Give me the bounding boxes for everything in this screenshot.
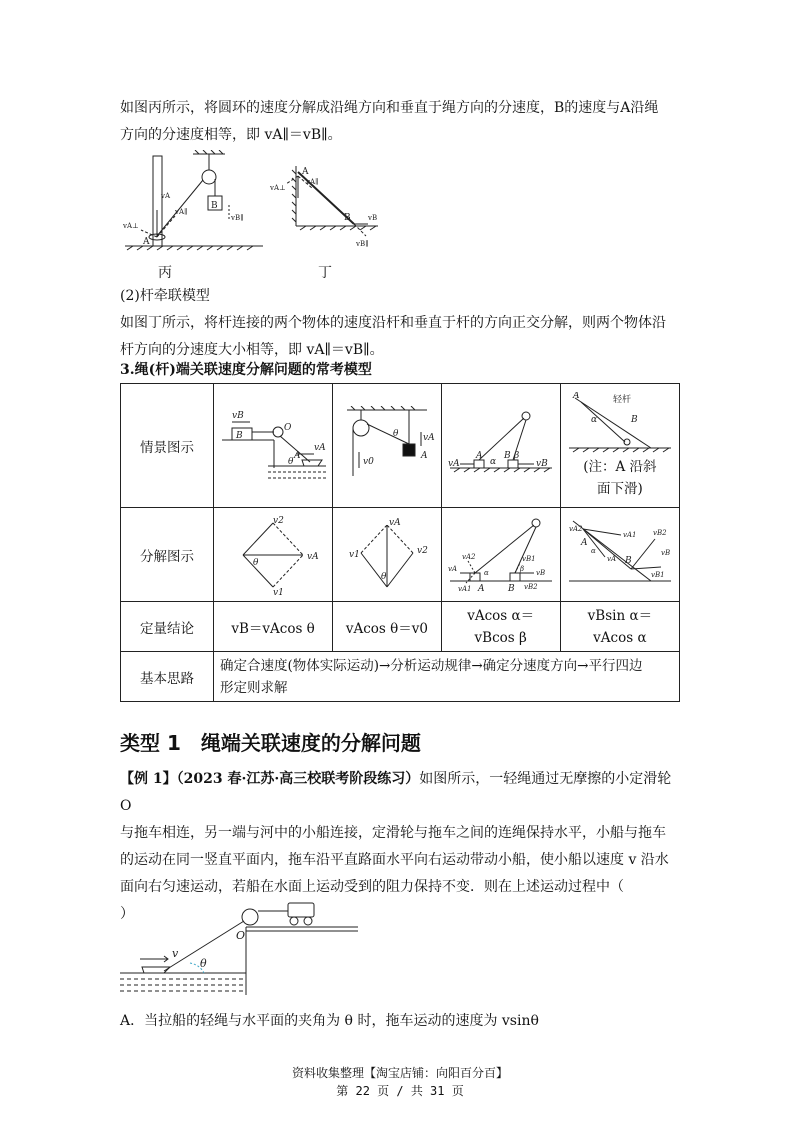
section3-title: 3.绳(杆)端关联速度分解问题的常考模型 xyxy=(120,362,372,378)
scene3-label-alpha: α xyxy=(489,456,496,467)
example-figure-label-theta: θ xyxy=(200,957,207,970)
row-header-result: 定量结论 xyxy=(121,602,214,652)
bing-label-vb-par: vB∥ xyxy=(231,214,244,222)
rod-model-line-2: 杆方向的分速度大小相等，即 vA∥＝vB∥。 xyxy=(120,342,384,358)
decomp1-label-va: vA xyxy=(307,551,319,562)
row-header-scene: 情景图示 xyxy=(121,384,214,508)
decomp4-label-vb2: vB2 xyxy=(652,528,667,537)
scene1-label-o: O xyxy=(284,422,292,433)
decomp4-label-vb: vB xyxy=(660,548,670,557)
rod-model-paragraph xyxy=(120,283,680,364)
idea-cell xyxy=(214,652,680,702)
decomp1-label-v1: v1 xyxy=(273,587,284,595)
bing-label-a: A xyxy=(143,237,150,247)
intro-line-2: 方向的分速度相等，即 vA∥＝vB∥。 xyxy=(120,127,342,143)
decomp3-label-a: A xyxy=(477,583,485,594)
scene2-label-v0: v0 xyxy=(362,456,374,467)
ding-label-b: B xyxy=(344,213,351,223)
scene3-label-a: A xyxy=(475,450,483,461)
scene1-label-vb: vB xyxy=(232,410,244,421)
scene-diagram-3 xyxy=(446,406,556,486)
decomp3-label-va: vA xyxy=(447,564,457,573)
decomp3-label-b: B xyxy=(507,583,515,594)
decomp-cell-3 xyxy=(441,508,560,602)
example-line1-rest: 如图所示，一轻绳通过无摩擦的小定滑轮 O xyxy=(120,771,672,814)
decomp-diagram-2 xyxy=(337,515,437,595)
result4-line-2: vAcos α xyxy=(593,629,647,646)
scene3-label-b: B xyxy=(503,450,511,461)
type1-heading: 类型 1 绳端关联速度的分解问题 xyxy=(120,731,421,755)
model-table xyxy=(120,383,680,702)
scene-cell-2 xyxy=(333,384,441,508)
caption-bing: 丙 xyxy=(158,265,172,281)
decomp2-label-theta: θ xyxy=(380,571,387,582)
result-cell-3 xyxy=(441,602,560,652)
example-line-5: ） xyxy=(120,906,134,922)
result3-line-1: vAcos α＝ xyxy=(467,607,535,624)
scene2-label-a: A xyxy=(420,450,428,461)
decomp1-label-v2: v2 xyxy=(273,515,284,526)
decomp-cell-2 xyxy=(333,508,441,602)
table-row-decomp xyxy=(121,508,680,602)
scene4-label-rod: 轻杆 xyxy=(612,394,631,405)
intro-line-1: 如图丙所示，将圆环的速度分解成沿绳方向和垂直于绳方向的分速度，B的速度与A沿绳 xyxy=(120,100,659,116)
decomp-cell-1 xyxy=(214,508,333,602)
ding-label-va-par: vA∥ xyxy=(306,178,319,186)
decomp3-label-va2: vA2 xyxy=(461,552,476,561)
scene1-label-theta: θ xyxy=(288,456,294,467)
example-source: （2023 春·江苏·高三校联考阶段练习） xyxy=(176,771,420,787)
decomp3-label-vb1: vB1 xyxy=(521,554,536,563)
decomp4-label-alpha: α xyxy=(590,546,596,555)
figure-bing xyxy=(115,150,265,260)
ding-label-va-perp: vA⊥ xyxy=(270,184,286,192)
scene3-label-beta: β xyxy=(513,450,519,461)
ding-label-vb: vB xyxy=(368,214,378,222)
option-a: A．当拉船的轻绳与水平面的夹角为 θ 时，拖车运动的速度为 vsinθ xyxy=(120,1013,539,1029)
bing-label-b: B xyxy=(211,201,218,211)
example-line-1 xyxy=(120,766,680,820)
figure-ding xyxy=(268,162,388,252)
result3-line-2: vBcos β xyxy=(474,629,527,646)
decomp1-label-theta: θ xyxy=(253,557,259,568)
decomp4-label-va: vA xyxy=(606,554,616,563)
decomp4-label-vb1: vB1 xyxy=(650,570,665,579)
scene1-label-a: A xyxy=(294,450,301,461)
decomp4-label-va2: vA2 xyxy=(568,524,583,533)
result-cell-4 xyxy=(560,602,679,652)
scene-diagram-4 xyxy=(565,392,675,456)
scene2-label-va: vA xyxy=(422,432,435,443)
decomp-diagram-1 xyxy=(223,515,323,595)
bing-label-va-par: vA∥ xyxy=(175,208,188,216)
decomp3-label-vb2: vB2 xyxy=(523,582,538,591)
rod-model-line-1: 如图丁所示，将杆连接的两个物体的速度沿杆和垂直于杆的方向正交分解，则两个物体沿 xyxy=(120,315,666,331)
scene3-label-va: vA xyxy=(447,458,460,469)
result-cell-2: vAcos θ＝v0 xyxy=(333,602,441,652)
row-header-decomp: 分解图示 xyxy=(121,508,214,602)
scene4-note-line-1: (注：A 沿斜 xyxy=(583,458,657,475)
scene2-label-theta: θ xyxy=(392,428,399,439)
bing-label-va: vA xyxy=(161,192,171,200)
decomp3-label-vb: vB xyxy=(535,568,545,577)
example-figure xyxy=(118,895,368,1005)
example-figure-label-o: O xyxy=(236,929,246,942)
scene-cell-4 xyxy=(560,384,679,508)
decomp4-label-va1: vA1 xyxy=(622,530,637,539)
result4-line-1: vBsin α＝ xyxy=(587,607,653,624)
decomp2-label-va: vA xyxy=(388,517,401,528)
scene-diagram-2 xyxy=(337,406,437,486)
decomp2-label-v1: v1 xyxy=(348,549,360,560)
decomp-cell-4 xyxy=(560,508,679,602)
decomp3-label-va1: vA1 xyxy=(457,584,472,593)
scene1-label-b: B xyxy=(236,430,243,441)
decomp3-label-beta: β xyxy=(519,564,524,573)
scene-diagram-1 xyxy=(218,406,328,486)
table-row-scene xyxy=(121,384,680,508)
row-header-idea: 基本思路 xyxy=(121,652,214,702)
idea-line-1: 确定合速度(物体实际运动)→分析运动规律→确定分速度方向→平行四边 xyxy=(220,657,643,674)
decomp4-label-a: A xyxy=(580,537,588,548)
scene-cell-1 xyxy=(214,384,333,508)
example-line-2: 与拖车相连，另一端与河中的小船连接，定滑轮与拖车之间的连绳保持水平，小船与拖车 xyxy=(120,825,666,841)
example-line-3: 的运动在同一竖直平面内，拖车沿平直路面水平向右运动带动小船，使小船以速度 v 沿水 xyxy=(120,852,669,868)
intro-paragraph xyxy=(120,95,680,149)
idea-line-2: 形定则求解 xyxy=(220,679,288,696)
scene3-label-vb: vB xyxy=(535,458,548,469)
ding-label-vb-par: vB∥ xyxy=(356,240,369,248)
decomp-diagram-3 xyxy=(446,515,556,595)
scene4-label-b: B xyxy=(630,414,638,425)
scene4-label-a: A xyxy=(572,391,580,401)
decomp3-label-alpha: α xyxy=(483,568,489,577)
table-row-result xyxy=(121,602,680,652)
rod-model-title: (2)杆牵联模型 xyxy=(120,288,210,304)
decomp2-label-v2: v2 xyxy=(416,545,428,556)
ding-label-a: A xyxy=(302,167,309,177)
table-row-idea xyxy=(121,652,680,702)
result-cell-1: vB＝vAcos θ xyxy=(214,602,333,652)
example-line-4: 面向右匀速运动，若船在水面上运动受到的阻力保持不变．则在上述运动过程中（ xyxy=(120,879,624,895)
scene1-label-va: vA xyxy=(314,442,326,453)
scene4-label-alpha: α xyxy=(590,414,597,425)
scene4-note-line-2: 面下滑) xyxy=(596,480,643,497)
bing-label-va-perp: vA⊥ xyxy=(123,222,139,230)
decomp4-label-b: B xyxy=(624,555,632,566)
example-tag: 【例 1】 xyxy=(120,771,177,787)
caption-ding: 丁 xyxy=(318,265,332,281)
footer-page-number: 第 22 页 / 共 31 页 xyxy=(336,1084,464,1098)
scene-cell-3 xyxy=(441,384,560,508)
footer-source: 资料收集整理【淘宝店铺：向阳百分百】 xyxy=(291,1066,508,1080)
example-figure-label-v: v xyxy=(172,947,179,960)
decomp-diagram-4 xyxy=(565,515,675,595)
